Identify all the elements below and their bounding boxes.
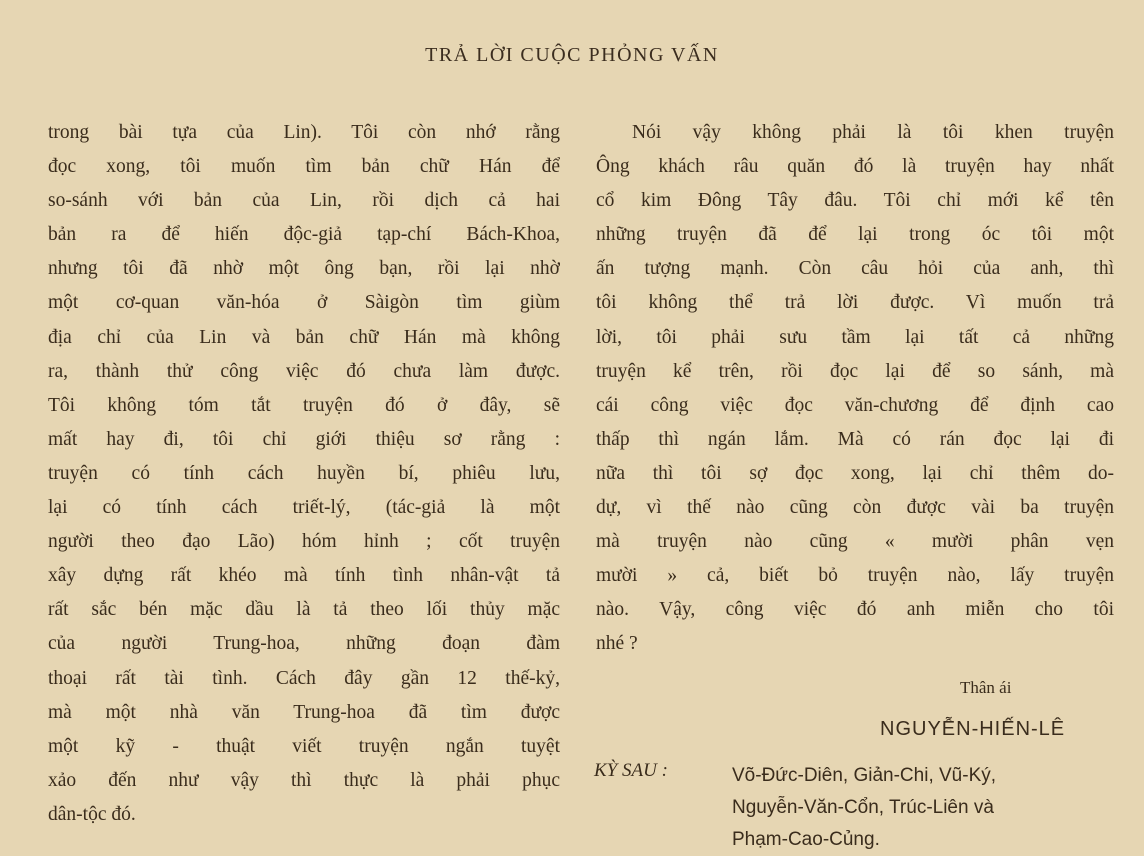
text-line: địa chỉ của Lin và bản chữ Hán mà không — [48, 326, 560, 348]
text-line: nhưng tôi đã nhờ một ông bạn, rồi lại nhờ — [48, 258, 560, 280]
text-line: mà một nhà văn Trung-hoa đã tìm được — [48, 701, 560, 723]
text-line: nhé ? — [596, 633, 638, 655]
text-line: những truyện đã để lại trong óc tôi một — [596, 224, 1114, 246]
next-issue-line: Phạm-Cao-Củng. — [732, 829, 880, 850]
text-line: dự, vì thế nào cũng còn được vài ba truyện — [596, 497, 1114, 519]
text-line: tôi không thể trả lời được. Vì muốn trả — [596, 292, 1114, 314]
text-line: mà truyện nào cũng « mười phân vẹn — [596, 531, 1114, 553]
text-line: ấn tượng mạnh. Còn câu hỏi của anh, thì — [596, 258, 1114, 280]
text-line: bản ra để hiến độc-giả tạp-chí Bách-Khoa, — [48, 224, 560, 246]
text-line: trong bài tựa của Lin). Tôi còn nhớ rằng — [48, 122, 560, 143]
right-column — [596, 116, 1114, 662]
text-line: lời, tôi phải sưu tầm lại tất cả những — [596, 326, 1114, 348]
text-line: xây dựng rất khéo mà tính tình nhân-vật tả — [48, 565, 560, 587]
closing-text: Thân ái — [960, 678, 1012, 697]
text-line: lại có tính cách triết-lý, (tác-giả là một — [48, 497, 560, 519]
text-line: dân-tộc đó. — [48, 803, 136, 825]
text-line: thoại rất tài tình. Cách đây gần 12 thế-kỷ, — [48, 667, 560, 689]
text-line: truyện có tính cách huyền bí, phiêu lưu, — [48, 462, 560, 484]
text-line: Tôi không tóm tắt truyện đó ở đây, sẽ — [48, 394, 560, 416]
text-line: cổ kim Đông Tây đâu. Tôi chỉ mới kể tên — [596, 190, 1114, 212]
text-line: truyện kể trên, rồi đọc lại để so sánh, mà — [596, 360, 1114, 382]
next-issue-label: KỲ SAU : — [594, 760, 668, 781]
text-line: mười » cả, biết bỏ truyện nào, lấy truyện — [596, 565, 1114, 587]
text-line: một cơ-quan văn-hóa ở Sàigòn tìm giùm — [48, 292, 560, 314]
text-line: người theo đạo Lão) hóm hỉnh ; cốt truyện — [48, 531, 560, 553]
text-line: cái công việc đọc văn-chương để định cao — [596, 394, 1114, 416]
next-issue-line: Nguyễn-Văn-Cổn, Trúc-Liên và — [732, 797, 994, 818]
text-line: so-sánh với bản của Lin, rồi dịch cả hai — [48, 190, 560, 212]
text-line: rất sắc bén mặc dầu là tả theo lối thủy mặc — [48, 599, 560, 621]
text-line: của người Trung-hoa, những đoạn đàm — [48, 633, 560, 655]
text-line: Nói vậy không phải là tôi khen truyện — [632, 122, 1114, 143]
text-line: một kỹ - thuật viết truyện ngắn tuyệt — [48, 735, 560, 757]
text-line: nào. Vậy, công việc đó anh miễn cho tôi — [596, 599, 1114, 621]
left-column — [48, 116, 560, 832]
text-line: nữa thì tôi sợ đọc xong, lại chỉ thêm do- — [596, 462, 1114, 484]
text-line: ra, thành thử công việc đó chưa làm được. — [48, 360, 560, 382]
text-line: mất hay đi, tôi chỉ giới thiệu sơ rằng : — [48, 428, 560, 450]
next-issue-authors — [732, 760, 1117, 856]
text-line: thấp thì ngán lắm. Mà có rán đọc lại đi — [596, 428, 1114, 450]
text-line: Ông khách râu quăn đó là truyện hay nhất — [596, 156, 1114, 178]
page-title: TRẢ LỜI CUỘC PHỎNG VẤN — [425, 44, 719, 66]
text-line: xảo đến như vậy thì thực là phải phục — [48, 769, 560, 791]
next-issue-line: Võ-Đức-Diên, Giản-Chi, Vũ-Ký, — [732, 765, 997, 786]
author-name: NGUYỄN-HIẾN-LÊ — [880, 718, 1066, 740]
text-line: đọc xong, tôi muốn tìm bản chữ Hán để — [48, 156, 560, 178]
